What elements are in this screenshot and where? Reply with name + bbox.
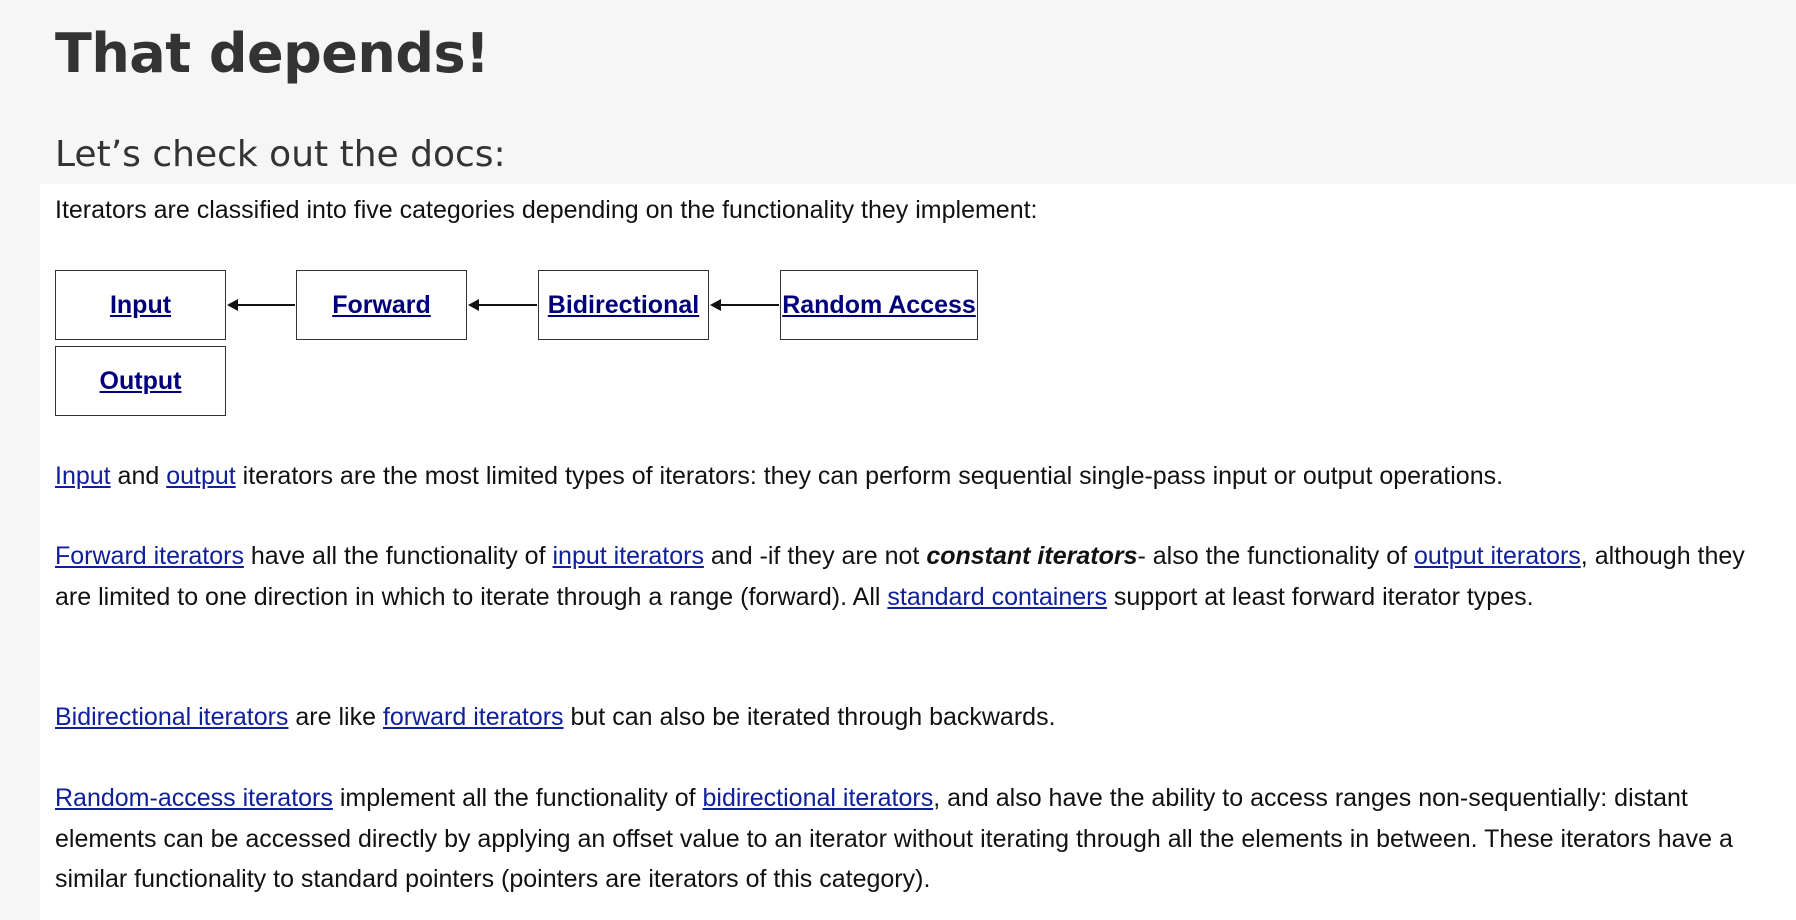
bidirectional-paragraph (55, 697, 1775, 738)
bidirectional-category-link[interactable]: Bidirectional (547, 290, 700, 319)
paragraph-text: and -if they are not (703, 542, 927, 570)
output-iterators-link[interactable]: output iterators (1414, 542, 1581, 570)
output-link[interactable]: output (166, 462, 236, 490)
output-category-link[interactable]: Output (99, 366, 182, 395)
arrow-line (237, 304, 295, 306)
forward-category-box (296, 270, 467, 340)
input-category-link[interactable]: Input (109, 290, 172, 319)
random-access-paragraph (55, 778, 1775, 900)
forward-paragraph (55, 536, 1775, 617)
forward-category-link[interactable]: Forward (332, 290, 431, 319)
input-link[interactable]: Input (55, 462, 111, 490)
input-category-box (55, 270, 226, 340)
paragraph-text: , although they are limited to one direction in which to iterate through a range (forward). All (55, 542, 1745, 611)
bidirectional-category-box (538, 270, 709, 340)
iterator-category-diagram (55, 270, 995, 420)
paragraph-text: , and also have the ability to access ranges non-sequentially: distant elements can be accessed directly by applying an offset value to an iterator without iterating through all the elements in between. These iterators have a similar functionality to standard pointers (pointers are iterators of this category). (55, 784, 1733, 893)
paragraph-text: - also the functionality of (1137, 542, 1415, 570)
forward-iterators-link[interactable]: forward iterators (382, 703, 564, 731)
arrowhead-left-icon (710, 299, 721, 311)
random-access-category-box (780, 270, 978, 340)
paragraph-text: support at least forward iterator types. (1106, 582, 1534, 611)
arrowhead-left-icon (227, 299, 238, 311)
paragraph-text: and (110, 462, 167, 490)
slide-subtitle: Let’s check out the docs: (55, 134, 506, 175)
slide-title: That depends! (55, 22, 490, 85)
standard-containers-link[interactable]: standard containers (887, 582, 1107, 611)
paragraph-text: iterators are the most limited types of iterators: they can perform sequential single-pass input or output operations. (235, 462, 1504, 490)
intro-text: Iterators are classified into five categories depending on the functionality they implement: (55, 196, 1038, 224)
bidirectional-iterators-link[interactable]: bidirectional iterators (702, 784, 934, 812)
docs-excerpt (40, 184, 1796, 920)
arrow-line (478, 304, 537, 306)
bidirectional-iterators-link[interactable]: Bidirectional iterators (55, 703, 289, 731)
paragraph-text: but can also be iterated through backwards. (563, 703, 1056, 731)
paragraph-text: are like (288, 703, 383, 731)
input-output-paragraph (55, 456, 1775, 497)
arrow-line (720, 304, 779, 306)
constant-iterators-term: constant iterators (926, 542, 1138, 570)
paragraph-text: implement all the functionality of (332, 784, 703, 812)
random-access-iterators-link[interactable]: Random-access iterators (55, 784, 333, 812)
random-access-category-link[interactable]: Random Access (782, 290, 976, 319)
paragraph-text: have all the functionality of (243, 542, 553, 570)
output-category-box (55, 346, 226, 416)
arrowhead-left-icon (468, 299, 479, 311)
input-iterators-link[interactable]: input iterators (552, 542, 704, 570)
forward-iterators-link[interactable]: Forward iterators (55, 542, 244, 570)
